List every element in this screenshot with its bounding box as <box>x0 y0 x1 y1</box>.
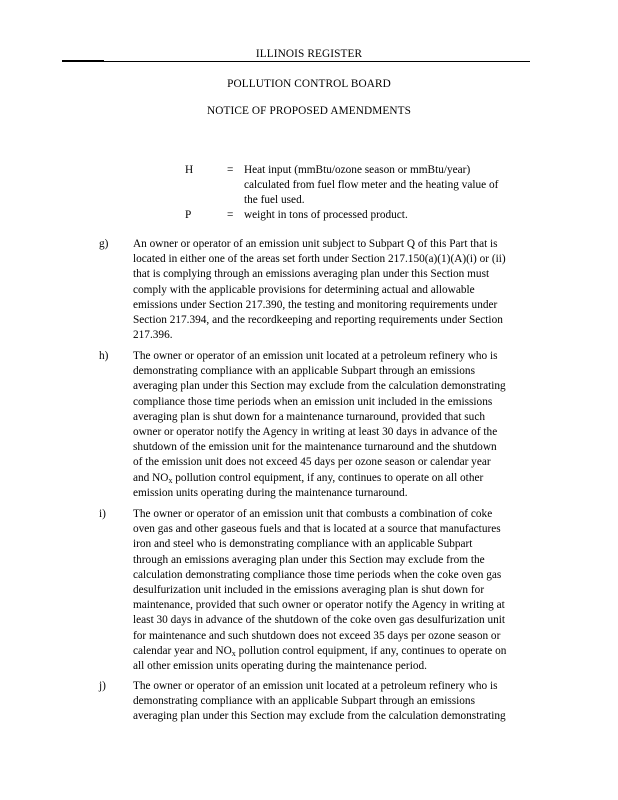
definition-line: weight in tons of processed product. <box>244 209 408 221</box>
paragraph-line: least 30 days in advance of the shutdown of the coke oven gas desulfurization unit <box>133 614 506 627</box>
paragraph-body <box>133 237 533 343</box>
paragraph-line: The owner or operator of an emission unit that combusts a combination of coke <box>133 508 493 520</box>
paragraph-line: located in either one of the areas set forth under Section 217.150(a)(1)(A)(i) or (ii) <box>133 253 506 266</box>
paragraph-line: emission units operating during the maintenance turnaround. <box>133 486 408 499</box>
paragraph-label: i) <box>99 508 106 520</box>
paragraph-line: averaging plan under this Section may exclude from the calculation demonstrating <box>133 710 506 723</box>
paragraph-line: compliance those time periods when an emission unit included in the emissions <box>133 395 493 408</box>
paragraph-line: through an emissions averaging plan under this Section may exclude from the <box>133 553 485 566</box>
paragraph-line: maintenance, provided that such owner or operator notify the Agency in writing at <box>133 599 505 612</box>
paragraph-body <box>133 349 533 501</box>
nox-prefix: calendar year and NO <box>133 644 232 657</box>
definition-equals: = <box>227 209 234 221</box>
paragraph-line: for maintenance and such shutdown does not exceed 35 days per ozone season or <box>133 629 501 642</box>
paragraph-line: shutdown of the emission unit for the maintenance turnaround and the shutdown <box>133 441 497 454</box>
notice-title: NOTICE OF PROPOSED AMENDMENTS <box>206 105 412 117</box>
definition-equals: = <box>227 164 234 176</box>
definition-symbol: H <box>185 164 194 176</box>
paragraph-line: all other emission units operating during the maintenance period. <box>133 660 427 673</box>
paragraph-label: j) <box>99 680 106 692</box>
definition-text <box>244 208 534 223</box>
paragraph-line: demonstrating compliance with an applicable Subpart through an emissions <box>133 695 475 708</box>
paragraph-line: Section 217.394, and the recordkeeping and reporting requirements under Section <box>133 314 503 327</box>
paragraph-label: g) <box>99 238 109 250</box>
paragraph-line: averaging plan under this Section may exclude from the calculation demonstrating <box>133 380 506 393</box>
paragraph-line: An owner or operator of an emission unit subject to Subpart Q of this Part that is <box>133 238 498 250</box>
paragraph-label: h) <box>99 350 109 362</box>
nox-subscript: x <box>231 648 236 658</box>
nox-subscript: x <box>168 475 173 485</box>
nox-prefix: and NO <box>133 471 169 484</box>
paragraph-line: The owner or operator of an emission unit located at a petroleum refinery who is <box>133 350 498 362</box>
paragraph-line: iron and steel who is demonstrating compliance with an applicable Subpart <box>133 538 473 551</box>
header-rule <box>62 61 530 62</box>
paragraph-line: oven gas and other gaseous fuels and that is located at a source that manufactures <box>133 523 501 536</box>
definition-line: the fuel used. <box>244 194 305 207</box>
paragraph-line: comply with the applicable provisions for determining actual and allowable <box>133 283 475 296</box>
paragraph-line-nox <box>133 471 533 486</box>
definition-text <box>244 163 534 209</box>
definition-symbol: P <box>185 209 192 221</box>
paragraph-line: The owner or operator of an emission unit located at a petroleum refinery who is <box>133 680 498 692</box>
paragraph-line: owner or operator notify the Agency in writing at least 30 days in advance of the <box>133 426 498 439</box>
nox-suffix: pollution control equipment, if any, continues to operate on all other <box>172 471 484 484</box>
paragraph-body <box>133 507 533 674</box>
paragraph-line: demonstrating compliance with an applicable Subpart through an emissions <box>133 365 475 378</box>
paragraph-body <box>133 679 533 725</box>
paragraph-line: desulfurization unit included in the emissions averaging plan is shut down for <box>133 584 485 597</box>
paragraph-line: that is complying through an emissions averaging plan under this Section must <box>133 268 490 281</box>
nox-suffix: pollution control equipment, if any, continues to operate on <box>235 644 507 657</box>
paragraph-line-nox <box>133 644 533 659</box>
definition-line: calculated from fuel flow meter and the heating value of <box>244 179 499 192</box>
paragraph-line: of the emission unit does not exceed 45 days per ozone season or calendar year <box>133 456 491 469</box>
register-header: ILLINOIS REGISTER <box>255 48 363 60</box>
paragraph-line: calculation demonstrating compliance those time periods when the coke oven gas <box>133 568 502 581</box>
paragraph-line: emissions under Section 217.390, the testing and monitoring requirements under <box>133 298 498 311</box>
definition-line: Heat input (mmBtu/ozone season or mmBtu/year) <box>244 164 471 176</box>
paragraph-line: averaging plan is shut down for a maintenance turnaround, provided that such <box>133 410 485 423</box>
board-title: POLLUTION CONTROL BOARD <box>227 78 391 90</box>
paragraph-line: 217.396. <box>133 329 173 342</box>
